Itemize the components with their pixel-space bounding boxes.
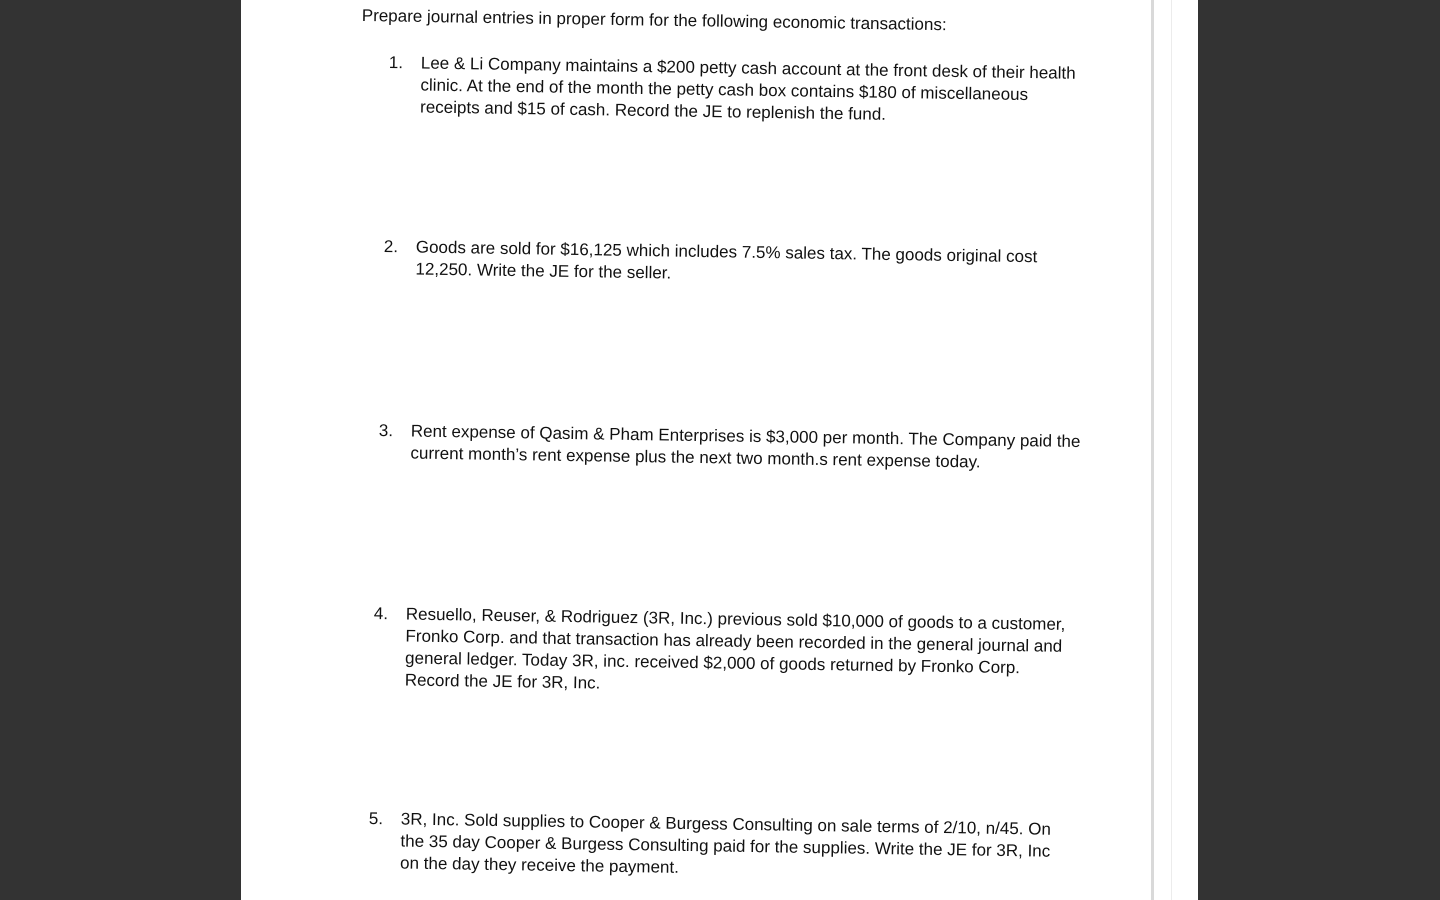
document-page — [241, 0, 1198, 900]
question-number: 2. — [383, 236, 399, 257]
question-number: 5. — [368, 808, 384, 829]
question-number: 1. — [388, 52, 404, 73]
instructions-heading: Prepare journal entries in proper form for the following economic transactions: — [361, 5, 947, 35]
question-text: Resuello, Reuser, & Rodriguez (3R, Inc.) previous sold $10,000 of goods to a customer, Fronko Corp. and that transaction has already been recorded in the general journal and general ledger. Today 3R, inc. received $2,000 of goods returned by Fronko Corp. Record the JE for 3R, Inc. — [404, 604, 1066, 693]
question-text: Goods are sold for $16,125 which includes 7.5% sales tax. The goods original cost 12,250. Write the JE for the seller. — [415, 237, 1038, 283]
question-1 — [388, 52, 1089, 129]
question-text: Rent expense of Qasim & Pham Enterprises is $3,000 per month. The Company paid the current month’s rent expense plus the next two month.s rent expense today. — [410, 421, 1081, 472]
question-number: 4. — [373, 603, 389, 624]
question-5 — [368, 808, 1059, 885]
question-4 — [373, 603, 1074, 702]
question-2 — [383, 236, 1049, 290]
question-text: 3R, Inc. Sold supplies to Cooper & Burgess Consulting on sale terms of 2/10, n/45. On the 35 day Cooper & Burgess Consulting paid for the supplies. Write the JE for 3R, Inc on the day they receive the payment. — [399, 809, 1052, 877]
question-3 — [378, 420, 1089, 475]
page-edge-divider — [1151, 0, 1154, 900]
question-number: 3. — [378, 420, 394, 441]
question-text: Lee & Li Company maintains a $200 petty cash account at the front desk of their health clinic. At the end of the month the petty cash box contains $180 of miscellaneous receipts and $15 of cash. Record the JE to replenish the fund. — [419, 53, 1076, 124]
page-edge-divider-secondary — [1171, 0, 1172, 900]
